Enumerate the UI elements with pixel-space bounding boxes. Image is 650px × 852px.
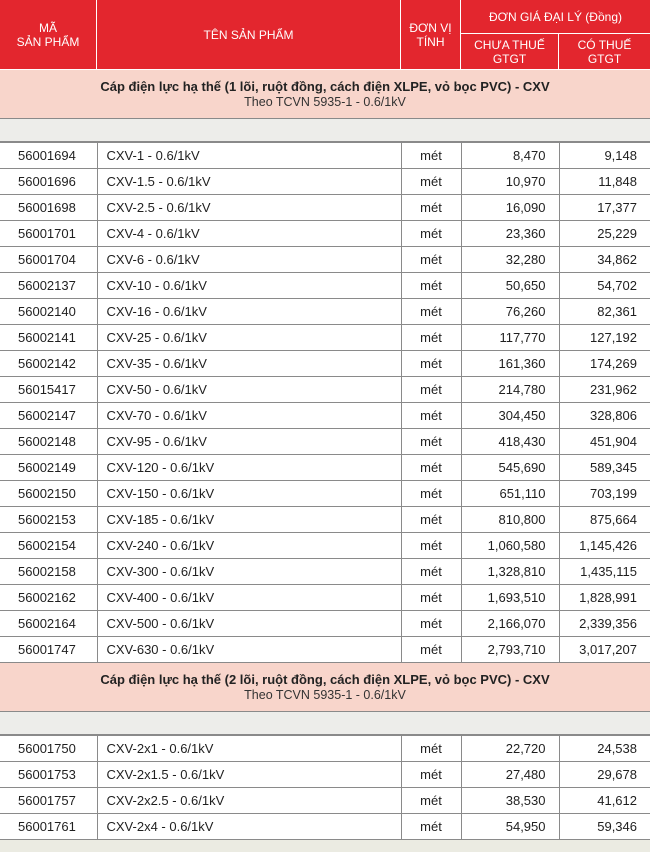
- header-excl-line1: CHƯA THUẾ: [474, 37, 545, 52]
- section-spacer: [0, 119, 650, 142]
- price-incl-vat: 2,339,356: [559, 611, 650, 637]
- table-row: [0, 637, 650, 663]
- product-code: 56002141: [0, 325, 97, 351]
- product-code: 56002142: [0, 351, 97, 377]
- product-unit: mét: [401, 736, 461, 762]
- product-name: CXV-95 - 0.6/1kV: [97, 429, 401, 455]
- product-code: 56001704: [0, 247, 97, 273]
- product-code: 56002153: [0, 507, 97, 533]
- price-incl-vat: 54,702: [559, 273, 650, 299]
- price-excl-vat: 50,650: [461, 273, 559, 299]
- product-unit: mét: [401, 273, 461, 299]
- table-row: [0, 247, 650, 273]
- product-code: 56001757: [0, 788, 97, 814]
- price-incl-vat: 174,269: [559, 351, 650, 377]
- product-code: 56001698: [0, 195, 97, 221]
- product-unit: mét: [401, 299, 461, 325]
- price-incl-vat: 41,612: [559, 788, 650, 814]
- price-incl-vat: 34,862: [559, 247, 650, 273]
- product-code: 56001761: [0, 814, 97, 840]
- price-excl-vat: 810,800: [461, 507, 559, 533]
- product-name: CXV-300 - 0.6/1kV: [97, 559, 401, 585]
- header-incl-line2: GTGT: [587, 51, 622, 66]
- price-incl-vat: 82,361: [559, 299, 650, 325]
- price-incl-vat: 703,199: [559, 481, 650, 507]
- product-name: CXV-25 - 0.6/1kV: [97, 325, 401, 351]
- product-unit: mét: [401, 788, 461, 814]
- product-unit: mét: [401, 169, 461, 195]
- product-code: 56015417: [0, 377, 97, 403]
- product-unit: mét: [401, 247, 461, 273]
- product-name: CXV-16 - 0.6/1kV: [97, 299, 401, 325]
- product-unit: mét: [401, 559, 461, 585]
- price-incl-vat: 59,346: [559, 814, 650, 840]
- product-unit: mét: [401, 637, 461, 663]
- product-unit: mét: [401, 762, 461, 788]
- table-body: [0, 70, 650, 840]
- header-unit-line1: ĐƠN VỊ: [409, 20, 452, 35]
- table-row: [0, 736, 650, 762]
- table-header: [0, 0, 650, 70]
- product-unit: mét: [401, 481, 461, 507]
- product-code: 56001694: [0, 143, 97, 169]
- table-row: [0, 169, 650, 195]
- price-excl-vat: 418,430: [461, 429, 559, 455]
- price-excl-vat: 76,260: [461, 299, 559, 325]
- price-excl-vat: 38,530: [461, 788, 559, 814]
- product-name: CXV-2x4 - 0.6/1kV: [97, 814, 401, 840]
- section-subtitle: Theo TCVN 5935-1 - 0.6/1kV: [244, 688, 406, 702]
- product-unit: mét: [401, 585, 461, 611]
- header-unit-line2: TÍNH: [416, 34, 445, 49]
- price-excl-vat: 23,360: [461, 221, 559, 247]
- table-row: [0, 611, 650, 637]
- section-header: [0, 663, 650, 712]
- table-row: [0, 559, 650, 585]
- table-row: [0, 481, 650, 507]
- header-product-name: TÊN SẢN PHẨM: [97, 0, 401, 69]
- price-excl-vat: 2,166,070: [461, 611, 559, 637]
- table-row: [0, 195, 650, 221]
- table-row: [0, 351, 650, 377]
- table-row: [0, 585, 650, 611]
- product-code: 56002162: [0, 585, 97, 611]
- price-excl-vat: 1,060,580: [461, 533, 559, 559]
- product-code: 56002158: [0, 559, 97, 585]
- product-code: 56002149: [0, 455, 97, 481]
- header-unit: [401, 0, 461, 69]
- product-table: [0, 735, 650, 840]
- product-name: CXV-2x1.5 - 0.6/1kV: [97, 762, 401, 788]
- table-row: [0, 429, 650, 455]
- price-incl-vat: 231,962: [559, 377, 650, 403]
- product-code: 56001753: [0, 762, 97, 788]
- product-name: CXV-6 - 0.6/1kV: [97, 247, 401, 273]
- price-incl-vat: 1,435,115: [559, 559, 650, 585]
- section-spacer: [0, 712, 650, 735]
- product-code: 56002140: [0, 299, 97, 325]
- product-name: CXV-1.5 - 0.6/1kV: [97, 169, 401, 195]
- product-name: CXV-70 - 0.6/1kV: [97, 403, 401, 429]
- product-code: 56001747: [0, 637, 97, 663]
- header-price-group: [461, 0, 650, 69]
- price-excl-vat: 27,480: [461, 762, 559, 788]
- product-code: 56002148: [0, 429, 97, 455]
- product-name: CXV-4 - 0.6/1kV: [97, 221, 401, 247]
- header-code-line1: MÃ: [39, 20, 57, 35]
- product-name: CXV-500 - 0.6/1kV: [97, 611, 401, 637]
- product-name: CXV-2x2.5 - 0.6/1kV: [97, 788, 401, 814]
- product-name: CXV-150 - 0.6/1kV: [97, 481, 401, 507]
- price-excl-vat: 54,950: [461, 814, 559, 840]
- product-unit: mét: [401, 429, 461, 455]
- header-price-title: ĐƠN GIÁ ĐẠI LÝ (Đồng): [461, 0, 650, 34]
- table-row: [0, 455, 650, 481]
- product-code: 56002154: [0, 533, 97, 559]
- price-incl-vat: 875,664: [559, 507, 650, 533]
- price-incl-vat: 328,806: [559, 403, 650, 429]
- section-title: Cáp điện lực hạ thế (2 lõi, ruột đồng, cách điện XLPE, vỏ bọc PVC) - CXV: [100, 672, 550, 687]
- table-row: [0, 325, 650, 351]
- price-excl-vat: 10,970: [461, 169, 559, 195]
- product-unit: mét: [401, 377, 461, 403]
- price-excl-vat: 117,770: [461, 325, 559, 351]
- header-incl-line1: CÓ THUẾ: [577, 37, 632, 52]
- product-unit: mét: [401, 221, 461, 247]
- product-unit: mét: [401, 403, 461, 429]
- price-excl-vat: 214,780: [461, 377, 559, 403]
- product-name: CXV-240 - 0.6/1kV: [97, 533, 401, 559]
- price-incl-vat: 9,148: [559, 143, 650, 169]
- price-incl-vat: 451,904: [559, 429, 650, 455]
- price-incl-vat: 24,538: [559, 736, 650, 762]
- header-excl-line2: GTGT: [492, 51, 527, 66]
- table-row: [0, 273, 650, 299]
- table-row: [0, 377, 650, 403]
- table-row: [0, 221, 650, 247]
- price-excl-vat: 304,450: [461, 403, 559, 429]
- section-subtitle: Theo TCVN 5935-1 - 0.6/1kV: [244, 95, 406, 109]
- price-excl-vat: 1,328,810: [461, 559, 559, 585]
- product-code: 56002164: [0, 611, 97, 637]
- price-incl-vat: 127,192: [559, 325, 650, 351]
- price-excl-vat: 161,360: [461, 351, 559, 377]
- product-unit: mét: [401, 325, 461, 351]
- table-row: [0, 814, 650, 840]
- price-incl-vat: 17,377: [559, 195, 650, 221]
- header-product-code: [0, 0, 97, 69]
- price-excl-vat: 651,110: [461, 481, 559, 507]
- product-code: 56001750: [0, 736, 97, 762]
- table-row: [0, 403, 650, 429]
- table-row: [0, 299, 650, 325]
- product-unit: mét: [401, 814, 461, 840]
- product-name: CXV-1 - 0.6/1kV: [97, 143, 401, 169]
- price-incl-vat: 589,345: [559, 455, 650, 481]
- section-title: Cáp điện lực hạ thế (1 lõi, ruột đồng, cách điện XLPE, vỏ bọc PVC) - CXV: [100, 79, 550, 94]
- product-name: CXV-50 - 0.6/1kV: [97, 377, 401, 403]
- product-name: CXV-400 - 0.6/1kV: [97, 585, 401, 611]
- product-code: 56001701: [0, 221, 97, 247]
- product-table: [0, 142, 650, 663]
- price-excl-vat: 2,793,710: [461, 637, 559, 663]
- price-excl-vat: 545,690: [461, 455, 559, 481]
- product-name: CXV-185 - 0.6/1kV: [97, 507, 401, 533]
- product-code: 56002147: [0, 403, 97, 429]
- product-unit: mét: [401, 611, 461, 637]
- price-incl-vat: 29,678: [559, 762, 650, 788]
- price-excl-vat: 22,720: [461, 736, 559, 762]
- product-unit: mét: [401, 195, 461, 221]
- header-price-excl-vat: [461, 34, 559, 69]
- product-unit: mét: [401, 507, 461, 533]
- product-name: CXV-120 - 0.6/1kV: [97, 455, 401, 481]
- product-code: 56001696: [0, 169, 97, 195]
- table-row: [0, 507, 650, 533]
- product-name: CXV-10 - 0.6/1kV: [97, 273, 401, 299]
- table-row: [0, 788, 650, 814]
- product-name: CXV-2x1 - 0.6/1kV: [97, 736, 401, 762]
- price-excl-vat: 32,280: [461, 247, 559, 273]
- product-code: 56002150: [0, 481, 97, 507]
- price-incl-vat: 3,017,207: [559, 637, 650, 663]
- price-incl-vat: 1,145,426: [559, 533, 650, 559]
- price-incl-vat: 11,848: [559, 169, 650, 195]
- price-excl-vat: 1,693,510: [461, 585, 559, 611]
- section-header: [0, 70, 650, 119]
- price-excl-vat: 16,090: [461, 195, 559, 221]
- product-unit: mét: [401, 533, 461, 559]
- table-row: [0, 533, 650, 559]
- product-unit: mét: [401, 455, 461, 481]
- product-name: CXV-630 - 0.6/1kV: [97, 637, 401, 663]
- product-name: CXV-2.5 - 0.6/1kV: [97, 195, 401, 221]
- product-unit: mét: [401, 143, 461, 169]
- table-row: [0, 762, 650, 788]
- header-code-line2: SẢN PHẨM: [16, 34, 80, 49]
- price-incl-vat: 25,229: [559, 221, 650, 247]
- product-unit: mét: [401, 351, 461, 377]
- product-name: CXV-35 - 0.6/1kV: [97, 351, 401, 377]
- table-row: [0, 143, 650, 169]
- header-price-incl-vat: [559, 34, 650, 69]
- price-excl-vat: 8,470: [461, 143, 559, 169]
- price-incl-vat: 1,828,991: [559, 585, 650, 611]
- product-code: 56002137: [0, 273, 97, 299]
